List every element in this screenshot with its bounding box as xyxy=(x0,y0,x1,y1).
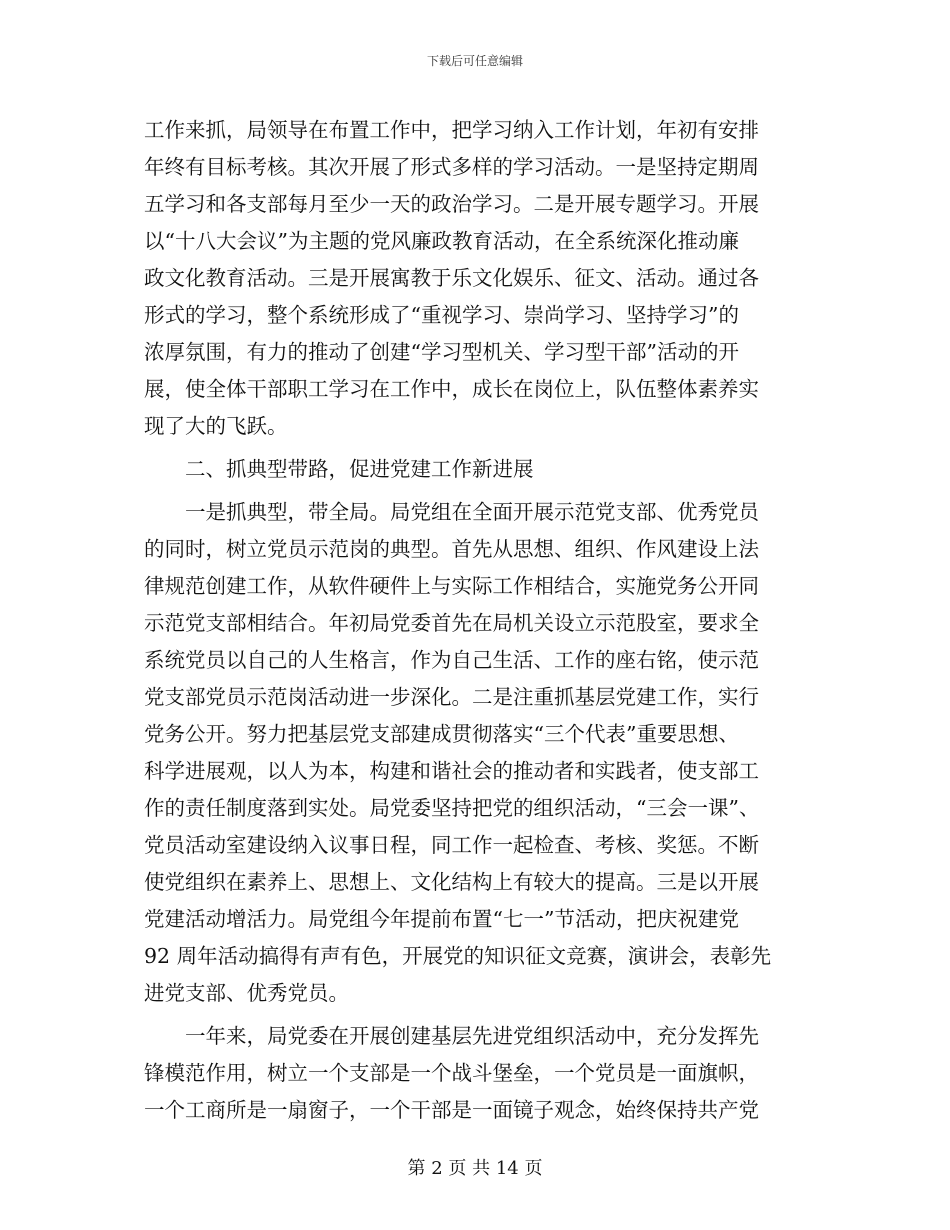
text-line: 一个工商所是一扇窗子，一个干部是一面镜子观念，始终保持共产党 xyxy=(144,1098,759,1122)
text-line: 使党组织在素养上、思想上、文化结构上有较大的提高。三是以开展 xyxy=(144,870,759,894)
document-body xyxy=(144,112,804,1129)
text-line: 作的责任制度落到实处。局党委坚持把党的组织活动，“三会一课”、 xyxy=(144,796,760,820)
page-number: 第 2 页 共 14 页 xyxy=(407,1158,543,1179)
text-line: 锋模范作用，树立一个支部是一个战斗堡垒，一个党员是一面旗帜， xyxy=(144,1061,759,1085)
text-line: 党务公开。努力把基层党支部建成贯彻落实“三个代表”重要思想、 xyxy=(144,722,739,746)
text-line: 的同时，树立党员示范岗的典型。首先从思想、组织、作风建设上法 xyxy=(144,537,759,561)
page-header-note: 下载后可任意编辑 xyxy=(426,54,523,68)
text-line: 党建活动增活力。局党组今年提前布置“七一”节活动，把庆祝建党 xyxy=(144,907,739,931)
text-line: 党员活动室建设纳入议事日程，同工作一起检查、考核、奖惩。不断 xyxy=(144,833,759,857)
text-line: 进党支部、优秀党员。 xyxy=(144,981,349,1005)
text-line: 政文化教育活动。三是开展寓教于乐文化娱乐、征文、活动。通过各 xyxy=(144,266,759,290)
text-line: 92 周年活动搞得有声有色，开展党的知识征文竞赛，演讲会，表彰先 xyxy=(144,944,772,968)
text-line: 五学习和各支部每月至少一天的政治学习。二是开展专题学习。开展 xyxy=(144,192,759,216)
text-line: 以“十八大会议”为主题的党风廉政教育活动，在全系统深化推动廉 xyxy=(144,229,739,253)
text-line: 党支部党员示范岗活动进一步深化。二是注重抓基层党建工作，实行 xyxy=(144,685,759,709)
text-line: 年终有目标考核。其次开展了形式多样的学习活动。一是坚持定期周 xyxy=(144,155,759,179)
text-line: 科学进展观，以人为本，构建和谐社会的推动者和实践者，使支部工 xyxy=(144,759,759,783)
paragraph-year-summary xyxy=(144,1018,804,1129)
section-heading xyxy=(144,451,804,488)
text-line: 律规范创建工作，从软件硬件上与实际工作相结合，实施党务公开同 xyxy=(144,574,759,598)
paragraph-study-activities xyxy=(144,112,804,445)
text-line: 浓厚氛围，有力的推动了创建“学习型机关、学习型干部”活动的开 xyxy=(144,340,739,364)
text-line: 示范党支部相结合。年初局党委首先在局机关设立示范股室，要求全 xyxy=(144,611,759,635)
paragraph-typical-examples xyxy=(144,494,804,1012)
text-line: 系统党员以自己的人生格言，作为自己生活、工作的座右铭，使示范 xyxy=(144,648,759,672)
text-line: 形式的学习，整个系统形成了“重视学习、崇尚学习、坚持学习”的 xyxy=(144,303,739,327)
text-line: 现了大的飞跃。 xyxy=(144,414,288,438)
text-line: 一是抓典型，带全局。局党组在全面开展示范党支部、优秀党员 xyxy=(144,500,759,524)
heading-line: 二、抓典型带路，促进党建工作新进展 xyxy=(144,457,534,481)
text-line: 展，使全体干部职工学习在工作中，成长在岗位上，队伍整体素养实 xyxy=(144,377,759,401)
text-line: 一年来，局党委在开展创建基层先进党组织活动中，充分发挥先 xyxy=(144,1024,759,1048)
text-line: 工作来抓，局领导在布置工作中，把学习纳入工作计划，年初有安排 xyxy=(144,118,759,142)
